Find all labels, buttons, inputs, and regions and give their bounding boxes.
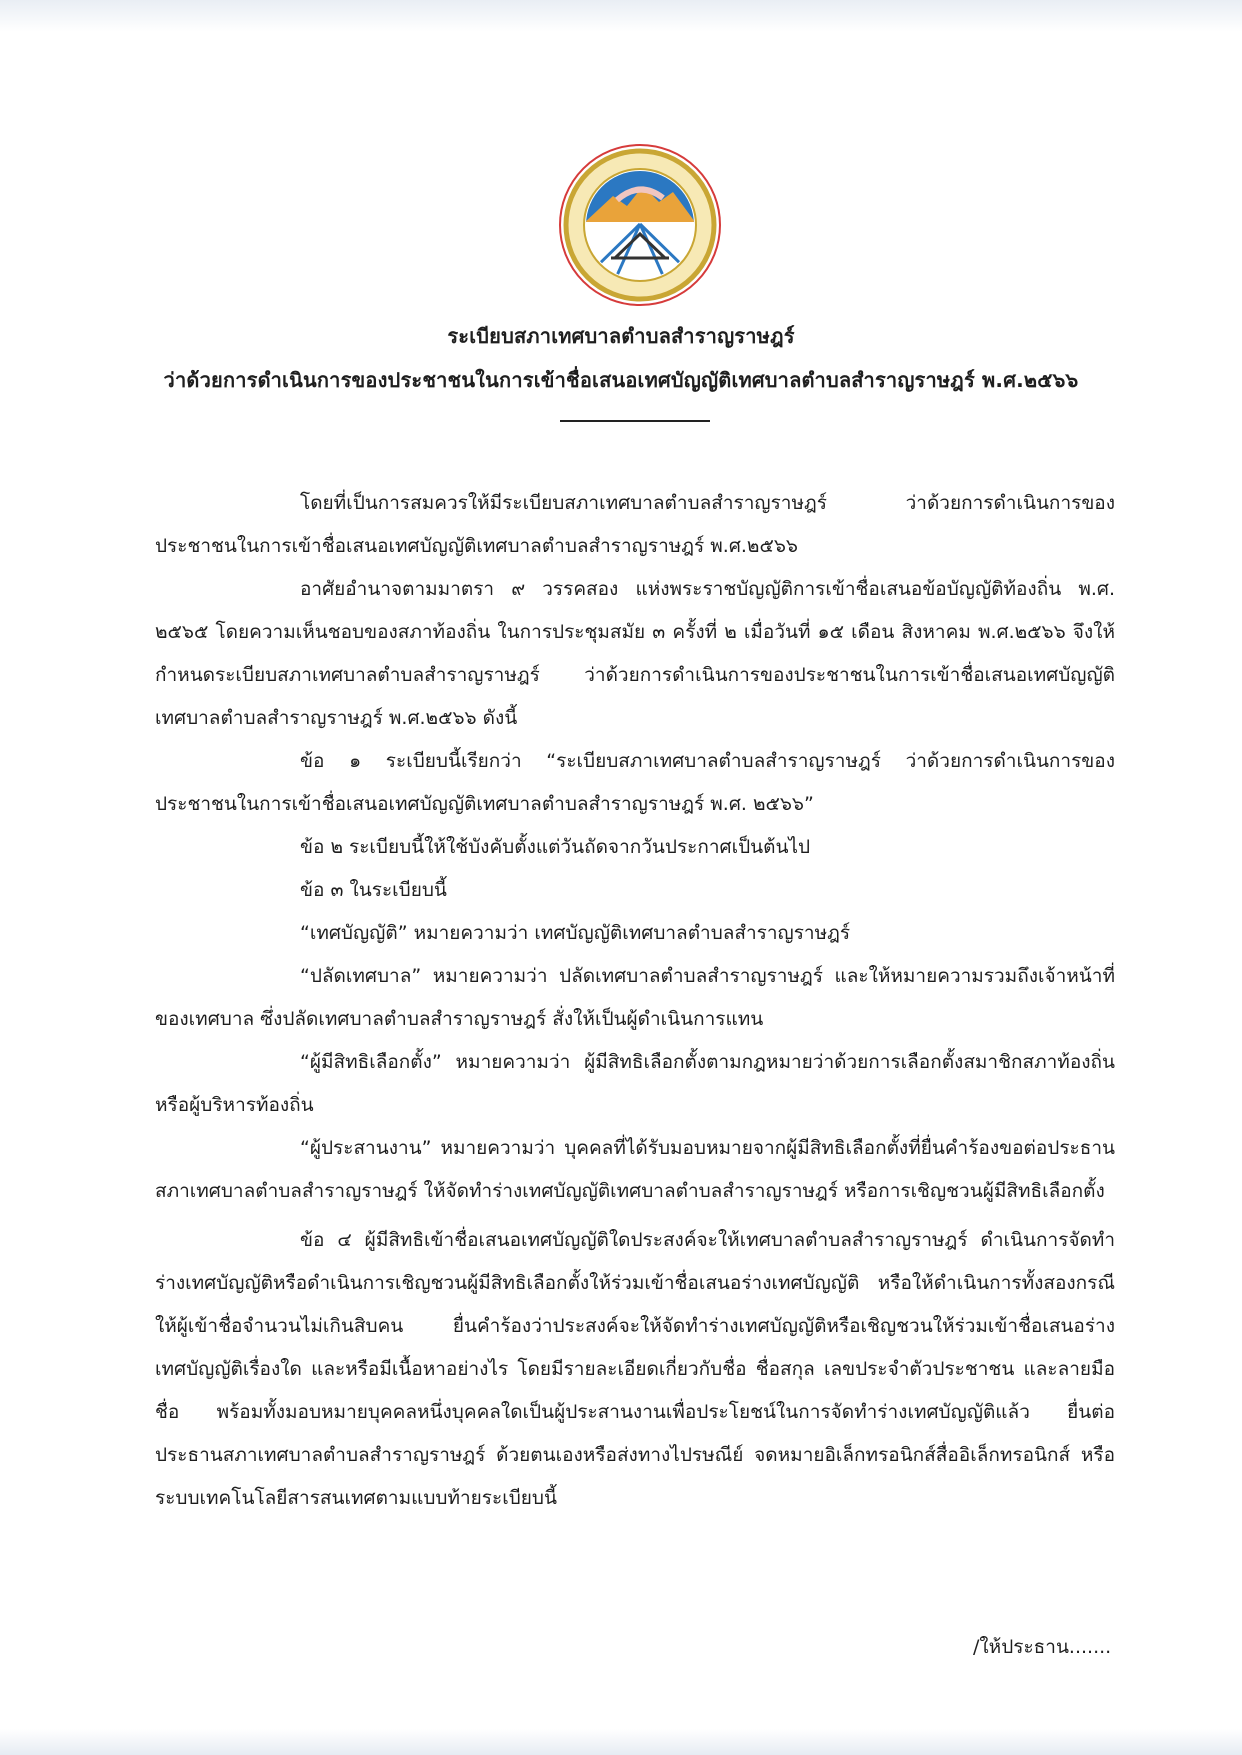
definition-voter: “ผู้มีสิทธิเลือกตั้ง” หมายความว่า ผู้มีสิทธิเลือกตั้งตามกฎหมายว่าด้วยการเลือกตั้งสมาชิกสภาท้องถิ่นหรือผู้บริหารท้องถิ่น bbox=[155, 1051, 1115, 1116]
paragraph-clause-4: ข้อ ๔ ผู้มีสิทธิเข้าชื่อเสนอเทศบัญญัติใดประสงค์จะให้เทศบาลตำบลสำราญราษฎร์ ดำเนินการจัดทำร่างเทศบัญญัติหรือดำเนินการเชิญชวนผู้มีสิทธิเลือกตั้งให้ร่วมเข้าชื่อเสนอร่างเทศบัญญัติ หรือให้ดำเนินการทั้งสองกรณี ให้ผู้เข้าชื่อจำนวนไม่เกินสิบคน ยื่นคำร้องว่าประสงค์จะให้จัดทำร่างเทศบัญญัติหรือเชิญชวนให้ร่วมเข้าชื่อเสนอร่างเทศบัญญัติเรื่องใด และหรือมีเนื้อหาอย่างไร โดยมีรายละเอียดเกี่ยวกับชื่อ ชื่อสกุล เลขประจำตัวประชาชน และลายมือชื่อ พร้อมทั้งมอบหมายบุคคลหนึ่งบุคคลใดเป็นผู้ประสานงานเพื่อประโยชน์ในการจัดทำร่างเทศบัญญัติแล้ว ยื่นต่อประธานสภาเทศบาลตำบลสำราญราษฎร์ ด้วยตนเองหรือส่งทางไปรษณีย์ จดหมายอิเล็กทรอนิกส์สื่ออิเล็กทรอนิกส์ หรือระบบเทคโนโลยีสารสนเทศตามแบบท้ายระเบียบนี้ bbox=[155, 1229, 1115, 1509]
definition-ordinance: “เทศบัญญัติ” หมายความว่า เทศบัญญัติเทศบาลตำบลสำราญราษฎร์ bbox=[300, 922, 851, 944]
paragraph-preamble: โดยที่เป็นการสมควรให้มีระเบียบสภาเทศบาลตำบลสำราญราษฎร์ ว่าด้วยการดำเนินการของประชาชนในการเข้าชื่อเสนอเทศบัญญัติเทศบาลตำบลสำราญราษฎร์ พ.ศ.๒๕๖๖ bbox=[155, 492, 1115, 557]
continuation-marker: /ให้ประธาน....... bbox=[973, 1636, 1112, 1658]
paragraph-authority: อาศัยอำนาจตามมาตรา ๙ วรรคสอง แห่งพระราชบัญญัติการเข้าชื่อเสนอข้อบัญญัติท้องถิ่น พ.ศ. ๒๕๖๕ โดยความเห็นชอบของสภาท้องถิ่น ในการประชุมสมัย ๓ ครั้งที่ ๒ เมื่อวันที่ ๑๕ เดือน สิงหาคม พ.ศ.๒๕๖๖ จึงให้กำหนดระเบียบสภาเทศบาลตำบลสำราญราษฎร์ ว่าด้วยการดำเนินการของประชาชนในการเข้าชื่อเสนอเทศบัญญัติเทศบาลตำบลสำราญราษฎร์ พ.ศ.๒๕๖๖ ดังนี้ bbox=[155, 578, 1115, 729]
paragraph-clause-3: ข้อ ๓ ในระเบียบนี้ bbox=[300, 879, 447, 901]
paragraph-clause-1: ข้อ ๑ ระเบียบนี้เรียกว่า “ระเบียบสภาเทศบาลตำบลสำราญราษฎร์ ว่าด้วยการดำเนินการของประชาชนในการเข้าชื่อเสนอเทศบัญญัติเทศบาลตำบลสำราญราษฎร์ พ.ศ. ๒๕๖๖” bbox=[155, 750, 1115, 815]
title-divider bbox=[560, 420, 710, 422]
definition-coordinator: “ผู้ประสานงาน” หมายความว่า บุคคลที่ได้รับมอบหมายจากผู้มีสิทธิเลือกตั้งที่ยื่นคำร้องขอต่อประธานสภาเทศบาลตำบลสำราญราษฎร์ ให้จัดทำร่างเทศบัญญัติเทศบาลตำบลสำราญราษฎร์ หรือการเชิญชวนผู้มีสิทธิเลือกตั้ง bbox=[155, 1137, 1115, 1202]
municipal-seal-icon bbox=[555, 140, 725, 310]
definition-clerk: “ปลัดเทศบาล” หมายความว่า ปลัดเทศบาลตำบลสำราญราษฎร์ และให้หมายความรวมถึงเจ้าหน้าที่ของเทศบาล ซึ่งปลัดเทศบาลตำบลสำราญราษฎร์ สั่งให้เป็นผู้ดำเนินการแทน bbox=[155, 965, 1115, 1030]
document-body bbox=[155, 482, 1115, 1520]
scan-bottom-edge bbox=[0, 1729, 1242, 1755]
scan-top-edge bbox=[0, 0, 1242, 32]
document-subtitle: ว่าด้วยการดำเนินการของประชาชนในการเข้าชื่อเสนอเทศบัญญัติเทศบาลตำบลสำราญราษฎร์ พ.ศ.๒๕๖๖ bbox=[163, 368, 1079, 392]
document-title: ระเบียบสภาเทศบาลตำบลสำราญราษฎร์ bbox=[447, 324, 795, 348]
paragraph-clause-2: ข้อ ๒ ระเบียบนี้ให้ใช้บังคับตั้งแต่วันถัดจากวันประกาศเป็นต้นไป bbox=[300, 836, 811, 858]
